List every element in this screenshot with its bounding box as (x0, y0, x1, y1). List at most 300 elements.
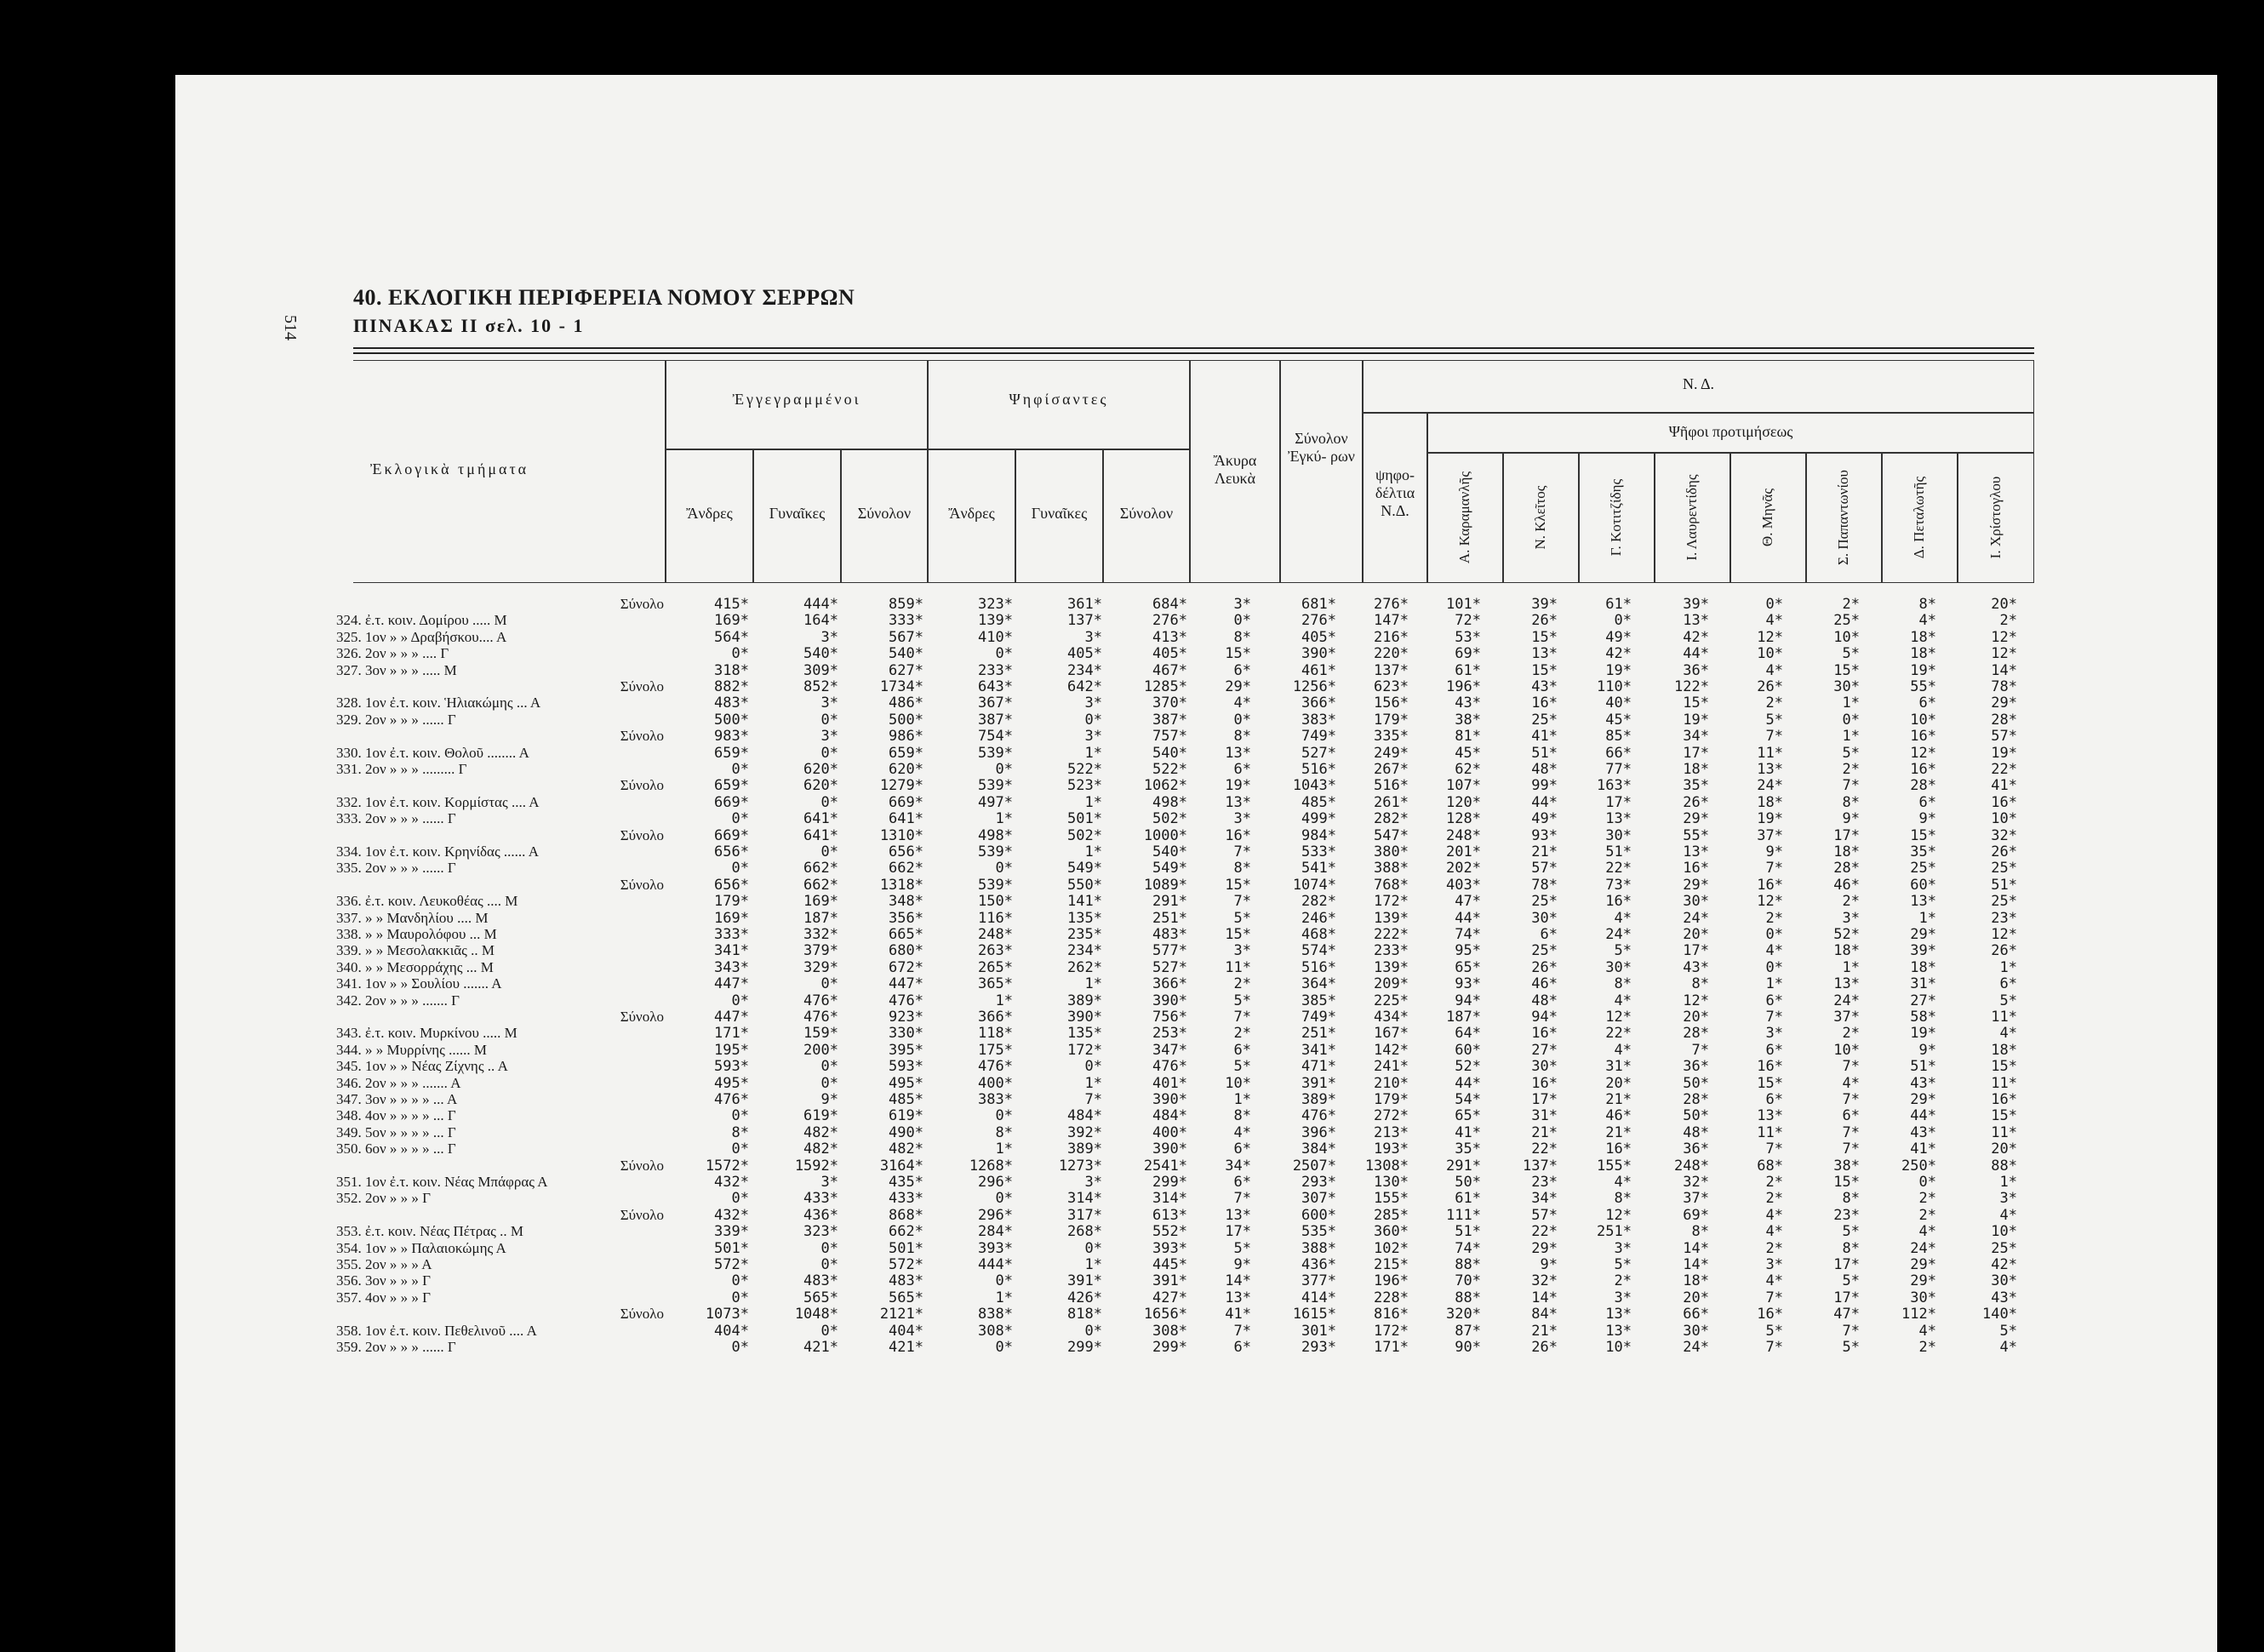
table-cell: 641* (889, 810, 923, 828)
table-cell: 461* (1301, 661, 1336, 679)
table-cell: 379* (803, 942, 838, 960)
h-cand-5: Θ. Μηνᾶς (1759, 488, 1775, 547)
table-cell: 8* (1233, 1107, 1251, 1125)
table-cell: 364* (1301, 975, 1336, 993)
table-cell: 24* (1683, 909, 1709, 927)
table-cell: 50* (1455, 1174, 1481, 1191)
table-cell: 299* (1067, 1339, 1102, 1356)
table-cell: 484* (1067, 1107, 1102, 1125)
table-cell: 3* (820, 728, 838, 746)
table-cell: 5* (1233, 1058, 1251, 1076)
table-cell: 195* (714, 1041, 749, 1059)
table-cell: 44* (1455, 909, 1481, 927)
table-cell: 11* (1991, 1074, 2017, 1092)
table-cell: 1310* (879, 826, 923, 844)
table-cell: 234* (1067, 661, 1102, 679)
table-cell: 393* (978, 1239, 1013, 1257)
table-cell: 4* (1765, 612, 1783, 630)
table-cell: 50* (1683, 1107, 1709, 1125)
table-cell: 541* (1301, 860, 1336, 877)
table-cell: 476* (978, 1058, 1013, 1076)
table-cell: 1279* (879, 777, 923, 795)
table-cell: 18* (1910, 958, 1936, 976)
table-cell: 251* (1301, 1025, 1336, 1043)
table-cell: 20* (1991, 596, 2017, 613)
table-cell: 31* (1910, 975, 1936, 993)
table-cell: 552* (1152, 1223, 1187, 1241)
table-cell: 21* (1605, 1091, 1632, 1108)
table-cell: 490* (889, 1123, 923, 1141)
table-cell: 1592* (794, 1157, 838, 1175)
table-cell: 1572* (705, 1157, 749, 1175)
header-voted: Ψηφίσαντες (1009, 391, 1109, 408)
table-cell: 8* (1691, 975, 1709, 993)
table-cell: 43* (1455, 695, 1481, 712)
table-cell: 38* (1833, 1157, 1860, 1175)
table-cell: 250* (1901, 1157, 1936, 1175)
table-cell: 643* (978, 678, 1013, 695)
table-cell: 276* (1301, 612, 1336, 630)
table-cell: 0* (1084, 1322, 1102, 1340)
table-cell: 5* (1233, 1239, 1251, 1257)
table-cell: 314* (1152, 1190, 1187, 1208)
table-cell: 390* (1152, 1140, 1187, 1158)
table-cell: 414* (1301, 1289, 1336, 1306)
table-cell: 8* (1918, 596, 1936, 613)
table-cell: 52* (1833, 926, 1860, 943)
table-row-total (336, 1158, 2038, 1175)
table-row (336, 1025, 2038, 1042)
table-cell: 5* (1999, 1322, 2017, 1340)
table-cell: 43* (1683, 958, 1709, 976)
table-cell: 522* (1067, 761, 1102, 778)
table-cell: 135* (1067, 909, 1102, 927)
row-label: Σύνολο (620, 777, 664, 794)
table-cell: 484* (1152, 1107, 1187, 1125)
table-cell: 549* (1152, 860, 1187, 877)
row-label: 329. 2ον » » » ...... Γ (336, 711, 456, 728)
table-cell: 7* (1765, 1140, 1783, 1158)
table-row (336, 612, 2038, 629)
row-label: 344. » » Μυρρίνης ...... Μ (336, 1041, 487, 1058)
table-cell: 4* (1999, 1339, 2017, 1356)
table-cell: 5* (1999, 992, 2017, 1009)
table-cell: 88* (1455, 1256, 1481, 1273)
table-cell: 20* (1683, 926, 1709, 943)
table-cell: 12* (1757, 628, 1783, 646)
h-valid-cell (1280, 360, 1363, 583)
table-cell: 471* (1301, 1058, 1336, 1076)
table-cell: 1062* (1143, 777, 1187, 795)
table-cell: 4* (1918, 1322, 1936, 1340)
table-cell: 8* (1233, 628, 1251, 646)
table-cell: 329* (803, 958, 838, 976)
table-cell: 2541* (1143, 1157, 1187, 1175)
table-cell: 26* (1531, 612, 1558, 630)
table-cell: 11* (1757, 1123, 1783, 1141)
table-cell: 485* (889, 1091, 923, 1108)
table-cell: 12* (1910, 744, 1936, 762)
table-cell: 5* (1614, 942, 1632, 960)
table-cell: 4* (1842, 1074, 1860, 1092)
table-cell: 25* (1991, 1239, 2017, 1257)
table-cell: 662* (889, 1223, 923, 1241)
table-cell: 11* (1991, 1123, 2017, 1141)
table-cell: 30* (1605, 958, 1632, 976)
table-cell: 432* (714, 1174, 749, 1191)
table-cell: 3* (1765, 1256, 1783, 1273)
table-cell: 0* (1233, 711, 1251, 729)
table-cell: 5* (1765, 711, 1783, 729)
table-cell: 16* (1531, 1025, 1558, 1043)
table-cell: 502* (1152, 810, 1187, 828)
table-cell: 251* (1152, 909, 1187, 927)
table-cell: 13* (1757, 761, 1783, 778)
table-cell: 41* (1455, 1123, 1481, 1141)
table-cell: 15* (1991, 1107, 2017, 1125)
table-cell: 838* (978, 1306, 1013, 1323)
table-cell: 7* (1842, 1140, 1860, 1158)
table-cell: 93* (1455, 975, 1481, 993)
table-cell: 17* (1531, 1091, 1558, 1108)
table-cell: 43* (1910, 1074, 1936, 1092)
h-cand-6: Σ. Παπαντωνίου (1835, 470, 1851, 565)
table-row (336, 1042, 2038, 1059)
table-row (336, 910, 2038, 927)
table-cell: 179* (1374, 711, 1409, 729)
table-cell: 641* (803, 810, 838, 828)
table-cell: 1* (1842, 695, 1860, 712)
table-cell: 6* (1540, 926, 1558, 943)
row-label: 341. 1ον » » Σουλίου ....... Α (336, 975, 502, 992)
table-cell: 339* (714, 1223, 749, 1241)
table-cell: 365* (978, 975, 1013, 993)
table-cell: 7* (1765, 728, 1783, 746)
table-cell: 172* (1374, 1322, 1409, 1340)
table-cell: 5* (1614, 1256, 1632, 1273)
table-cell: 41* (1531, 728, 1558, 746)
table-cell: 0* (731, 1339, 749, 1356)
table-cell: 577* (1152, 942, 1187, 960)
h-cand-2: Ν. Κλεῖτος (1532, 485, 1548, 550)
row-label: Σύνολο (620, 1157, 664, 1174)
table-cell: 10* (1225, 1074, 1251, 1092)
table-cell: 4* (1614, 1041, 1632, 1059)
table-row (336, 1107, 2038, 1124)
table-cell: 130* (1374, 1174, 1409, 1191)
row-label: 333. 2ον » » » ...... Γ (336, 810, 456, 827)
table-cell: 986* (889, 728, 923, 746)
table-cell: 35* (1910, 843, 1936, 860)
table-cell: 118* (978, 1025, 1013, 1043)
table-cell: 656* (714, 876, 749, 894)
table-cell: 383* (978, 1091, 1013, 1108)
table-cell: 141* (1067, 893, 1102, 911)
table-cell: 0* (995, 1107, 1013, 1125)
table-cell: 65* (1455, 1107, 1481, 1125)
table-cell: 19* (1225, 777, 1251, 795)
table-cell: 169* (803, 893, 838, 911)
table-cell: 498* (978, 826, 1013, 844)
table-cell: 383* (1301, 711, 1336, 729)
table-cell: 253* (1152, 1025, 1187, 1043)
table-cell: 18* (1833, 942, 1860, 960)
h-reg-men: Ἄνδρες (686, 505, 733, 522)
table-cell: 169* (714, 909, 749, 927)
table-cell: 434* (1374, 1009, 1409, 1026)
table-row (336, 1058, 2038, 1075)
table-cell: 0* (995, 761, 1013, 778)
table-row-total (336, 877, 2038, 894)
table-cell: 10* (1910, 711, 1936, 729)
table-cell: 669* (889, 793, 923, 811)
table-cell: 308* (978, 1322, 1013, 1340)
table-cell: 110* (1597, 678, 1632, 695)
table-cell: 69* (1683, 1206, 1709, 1224)
table-cell: 516* (1374, 777, 1409, 795)
table-cell: 18* (1757, 793, 1783, 811)
table-cell: 0* (820, 1074, 838, 1092)
table-cell: 16* (1991, 1091, 2017, 1108)
table-cell: 291* (1152, 893, 1187, 911)
table-cell: 28* (1833, 860, 1860, 877)
table-cell: 13* (1683, 612, 1709, 630)
row-label: Σύνολο (620, 728, 664, 745)
table-cell: 5* (1842, 1272, 1860, 1290)
table-cell: 20* (1683, 1009, 1709, 1026)
table-cell: 1256* (1292, 678, 1336, 695)
table-cell: 99* (1531, 777, 1558, 795)
table-cell: 299* (1152, 1339, 1187, 1356)
table-cell: 665* (889, 926, 923, 943)
table-cell: 389* (1067, 992, 1102, 1009)
table-cell: 0* (731, 1140, 749, 1158)
table-cell: 391* (1301, 1074, 1336, 1092)
table-cell: 15* (1833, 661, 1860, 679)
table-cell: 659* (889, 744, 923, 762)
table-cell: 26* (1991, 942, 2017, 960)
table-cell: 263* (978, 942, 1013, 960)
table-row (336, 695, 2038, 712)
table-cell: 0* (995, 1339, 1013, 1356)
table-cell: 156* (1374, 695, 1409, 712)
table-cell: 565* (803, 1289, 838, 1306)
table-cell: 13* (1605, 1322, 1632, 1340)
table-cell: 61* (1455, 661, 1481, 679)
table-cell: 60* (1910, 876, 1936, 894)
row-label: Σύνολο (620, 1206, 664, 1223)
table-cell: 49* (1605, 628, 1632, 646)
table-cell: 3* (820, 695, 838, 712)
table-cell: 1308* (1364, 1157, 1409, 1175)
row-label: Σύνολο (620, 596, 664, 612)
table-cell: 235* (1067, 926, 1102, 943)
h-vot-total: Σύνολον (1119, 505, 1174, 522)
table-cell: 44* (1531, 793, 1558, 811)
table-cell: 309* (803, 661, 838, 679)
table-cell: 23* (1531, 1174, 1558, 1191)
table-cell: 12* (1605, 1009, 1632, 1026)
scan-border-top (0, 0, 2264, 83)
table-cell: 0* (1233, 612, 1251, 630)
row-label: 339. » » Μεσολακκιᾶς .. Μ (336, 942, 495, 959)
table-cell: 1043* (1292, 777, 1336, 795)
table-cell: 768* (1374, 876, 1409, 894)
table-cell: 3* (1233, 942, 1251, 960)
table-row (336, 1223, 2038, 1240)
table-cell: 62* (1455, 761, 1481, 778)
table-cell: 1* (1084, 1074, 1102, 1092)
table-cell: 390* (1152, 992, 1187, 1009)
table-cell: 7* (1842, 1058, 1860, 1076)
table-cell: 17* (1833, 826, 1860, 844)
row-label: 334. 1ον ἐ.τ. κοιν. Κρηνίδας ...... Α (336, 843, 540, 860)
table-row-total (336, 827, 2038, 844)
table-cell: 388* (1301, 1239, 1336, 1257)
table-cell: 323* (803, 1223, 838, 1241)
table-cell: 193* (1374, 1140, 1409, 1158)
table-cell: 95* (1455, 942, 1481, 960)
table-cell: 4* (1765, 1223, 1783, 1241)
table-cell: 3164* (879, 1157, 923, 1175)
table-cell: 51* (1531, 744, 1558, 762)
table-cell: 48* (1531, 992, 1558, 1009)
table-row-total (336, 596, 2038, 613)
table-cell: 19* (1683, 711, 1709, 729)
table-cell: 201* (1446, 843, 1481, 860)
table-cell: 220* (1374, 645, 1409, 663)
table-cell: 14* (1225, 1272, 1251, 1290)
table-cell: 42* (1605, 645, 1632, 663)
table-cell: 12* (1991, 628, 2017, 646)
table-cell: 21* (1531, 843, 1558, 860)
table-cell: 7* (1842, 1091, 1860, 1108)
table-cell: 549* (1067, 860, 1102, 877)
row-label: 328. 1ον ἐ.τ. κοιν. Ἡλιακώμης ... Α (336, 695, 541, 712)
table-cell: 7* (1084, 1091, 1102, 1108)
table-cell: 7* (1842, 1123, 1860, 1141)
table-cell: 539* (978, 843, 1013, 860)
table-cell: 39* (1531, 596, 1558, 613)
table-cell: 669* (714, 826, 749, 844)
table-cell: 341* (1301, 1041, 1336, 1059)
table-cell: 3* (1842, 909, 1860, 927)
table-cell: 210* (1374, 1074, 1409, 1092)
table-cell: 404* (889, 1322, 923, 1340)
table-cell: 539* (978, 744, 1013, 762)
table-cell: 390* (1067, 1009, 1102, 1026)
table-cell: 641* (803, 826, 838, 844)
table-cell: 135* (1067, 1025, 1102, 1043)
table-cell: 3* (1084, 695, 1102, 712)
table-cell: 69* (1455, 645, 1481, 663)
table-cell: 262* (1067, 958, 1102, 976)
table-cell: 4* (1918, 612, 1936, 630)
table-cell: 0* (995, 1190, 1013, 1208)
table-cell: 0* (1084, 711, 1102, 729)
table-cell: 444* (803, 596, 838, 613)
table-cell: 0* (731, 1289, 749, 1306)
row-label: 340. » » Μεσορράχης ... Μ (336, 958, 494, 975)
table-cell: 1* (1084, 843, 1102, 860)
table-cell: 45* (1605, 711, 1632, 729)
table-cell: 74* (1455, 926, 1481, 943)
header-sections-label: Ἐκλογικὰ τμήματα (370, 460, 529, 477)
table-row (336, 992, 2038, 1009)
table-cell: 42* (1991, 1256, 2017, 1273)
table-cell: 55* (1910, 678, 1936, 695)
table-cell: 1734* (879, 678, 923, 695)
table-cell: 65* (1455, 958, 1481, 976)
table-cell: 669* (714, 793, 749, 811)
table-cell: 15* (1757, 1074, 1783, 1092)
table-cell: 619* (889, 1107, 923, 1125)
table-cell: 30* (1683, 1322, 1709, 1340)
table-cell: 234* (1067, 942, 1102, 960)
table-cell: 15* (1225, 876, 1251, 894)
table-cell: 659* (714, 744, 749, 762)
table-cell: 37* (1683, 1190, 1709, 1208)
table-cell: 8* (995, 1123, 1013, 1141)
table-cell: 1285* (1143, 678, 1187, 695)
table-cell: 7* (1233, 893, 1251, 911)
table-cell: 3* (1084, 628, 1102, 646)
table-cell: 476* (803, 1009, 838, 1026)
table-cell: 0* (731, 992, 749, 1009)
row-label: Σύνολο (620, 1009, 664, 1025)
table-cell: 447* (714, 975, 749, 993)
table-cell: 0* (1765, 958, 1783, 976)
table-cell: 11* (1225, 958, 1251, 976)
table-cell: 4* (1614, 992, 1632, 1009)
table-cell: 16* (1531, 695, 1558, 712)
row-label: 331. 2ον » » » ......... Γ (336, 761, 467, 777)
table-cell: 0* (820, 793, 838, 811)
table-cell: 12* (1991, 645, 2017, 663)
table-cell: 29* (1991, 695, 2017, 712)
table-cell: 29* (1225, 678, 1251, 695)
table-cell: 155* (1374, 1190, 1409, 1208)
table-cell: 137* (1523, 1157, 1558, 1175)
table-cell: 384* (1301, 1140, 1336, 1158)
h-ballots: ψηφο- δέλτια Ν.Δ. (1375, 466, 1415, 519)
table-cell: 0* (731, 860, 749, 877)
table-cell: 44* (1910, 1107, 1936, 1125)
table-cell: 18* (1991, 1041, 2017, 1059)
table-cell: 356* (889, 909, 923, 927)
table-cell: 427* (1152, 1289, 1187, 1306)
table-row (336, 975, 2038, 992)
table-cell: 14* (1991, 661, 2017, 679)
table-cell: 35* (1455, 1140, 1481, 1158)
table-cell: 293* (1301, 1174, 1336, 1191)
table-cell: 8* (1614, 1190, 1632, 1208)
table-cell: 483* (1152, 926, 1187, 943)
row-label: 336. ἐ.τ. κοιν. Λευκοθέας .... Μ (336, 893, 518, 910)
table-cell: 17* (1605, 793, 1632, 811)
table-cell: 502* (1067, 826, 1102, 844)
table-cell: 17* (1683, 744, 1709, 762)
table-cell: 500* (889, 711, 923, 729)
table-cell: 307* (1301, 1190, 1336, 1208)
table-cell: 90* (1455, 1339, 1481, 1356)
table-cell: 332* (803, 926, 838, 943)
table-cell: 46* (1605, 1107, 1632, 1125)
table-cell: 385* (1301, 992, 1336, 1009)
table-cell: 172* (1067, 1041, 1102, 1059)
table-cell: 0* (1765, 926, 1783, 943)
table-cell: 1* (995, 992, 1013, 1009)
